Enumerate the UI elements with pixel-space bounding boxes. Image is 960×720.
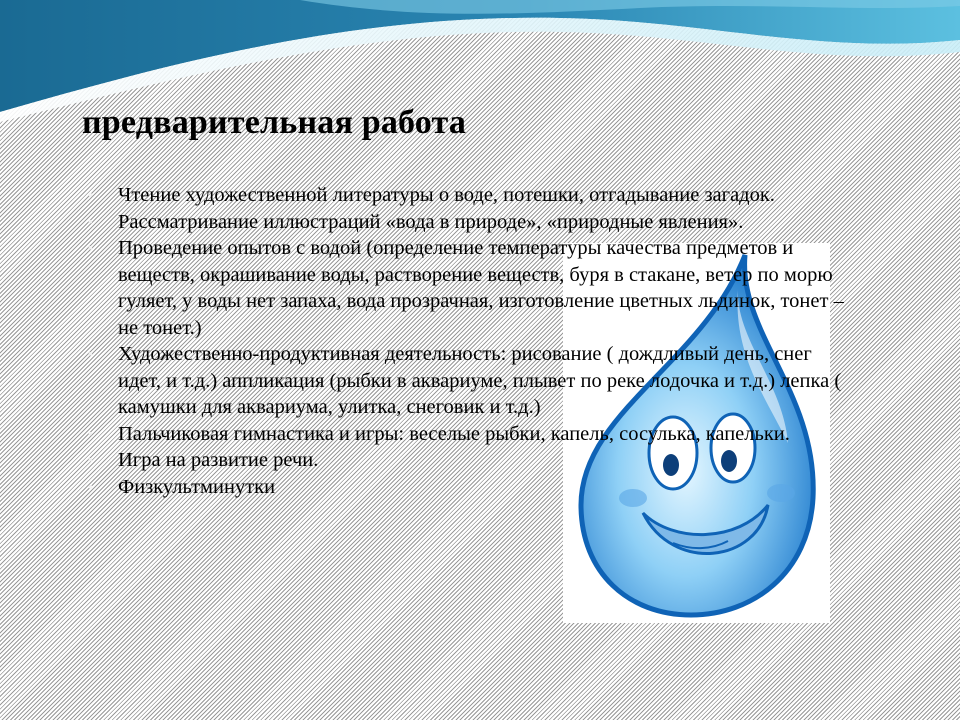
list-item-text: Физкультминутки — [118, 475, 276, 498]
water-drop-icon: ● — [88, 190, 93, 199]
water-drop-icon: ● — [88, 481, 93, 491]
list-item-text: Чтение художественной литературы о воде, потешки, отгадывание загадок. — [118, 184, 775, 206]
list-item-text: Рассматривание иллюстраций «вода в природе», «природные явления». — [118, 210, 744, 233]
list-item — [88, 209, 858, 236]
list-item-text: Художественно-продуктивная деятельность: рисование ( дождливый день, снег идет, и т.д.) аппликация (рыбки в аквариуме, плывет по реке лодочка и т.д.) лепка ( камушки для аквариума, улитка, снеговик и т.д.) — [118, 343, 842, 418]
work-list — [88, 182, 858, 500]
list-item — [88, 474, 858, 501]
water-drop-icon: ● — [88, 428, 93, 438]
list-item-text: Пальчиковая гимнастика и игры: веселые рыбки, капель, сосулька, капельки. — [118, 422, 790, 445]
list-item — [88, 235, 858, 341]
list-item — [88, 182, 858, 209]
list-item-text: Проведение опытов с водой (определение температуры качества предметов и веществ, окрашивание воды, растворение веществ, буря в стакане, ветер по морю гуляет, у воды нет запаха, вода прозрачная, изготовление цветных льдинок, тонет – не тонет.) — [118, 237, 844, 339]
water-drop-icon: ● — [88, 349, 93, 358]
list-item — [88, 341, 858, 421]
list-item — [88, 421, 858, 448]
water-drop-icon: ● — [88, 455, 93, 464]
list-item-text: Игра на развитие речи. — [118, 449, 319, 471]
water-drop-icon: ● — [88, 243, 93, 252]
water-drop-icon: ● — [88, 216, 93, 226]
slide-title: предварительная работа — [82, 104, 467, 141]
list-item — [88, 447, 858, 474]
